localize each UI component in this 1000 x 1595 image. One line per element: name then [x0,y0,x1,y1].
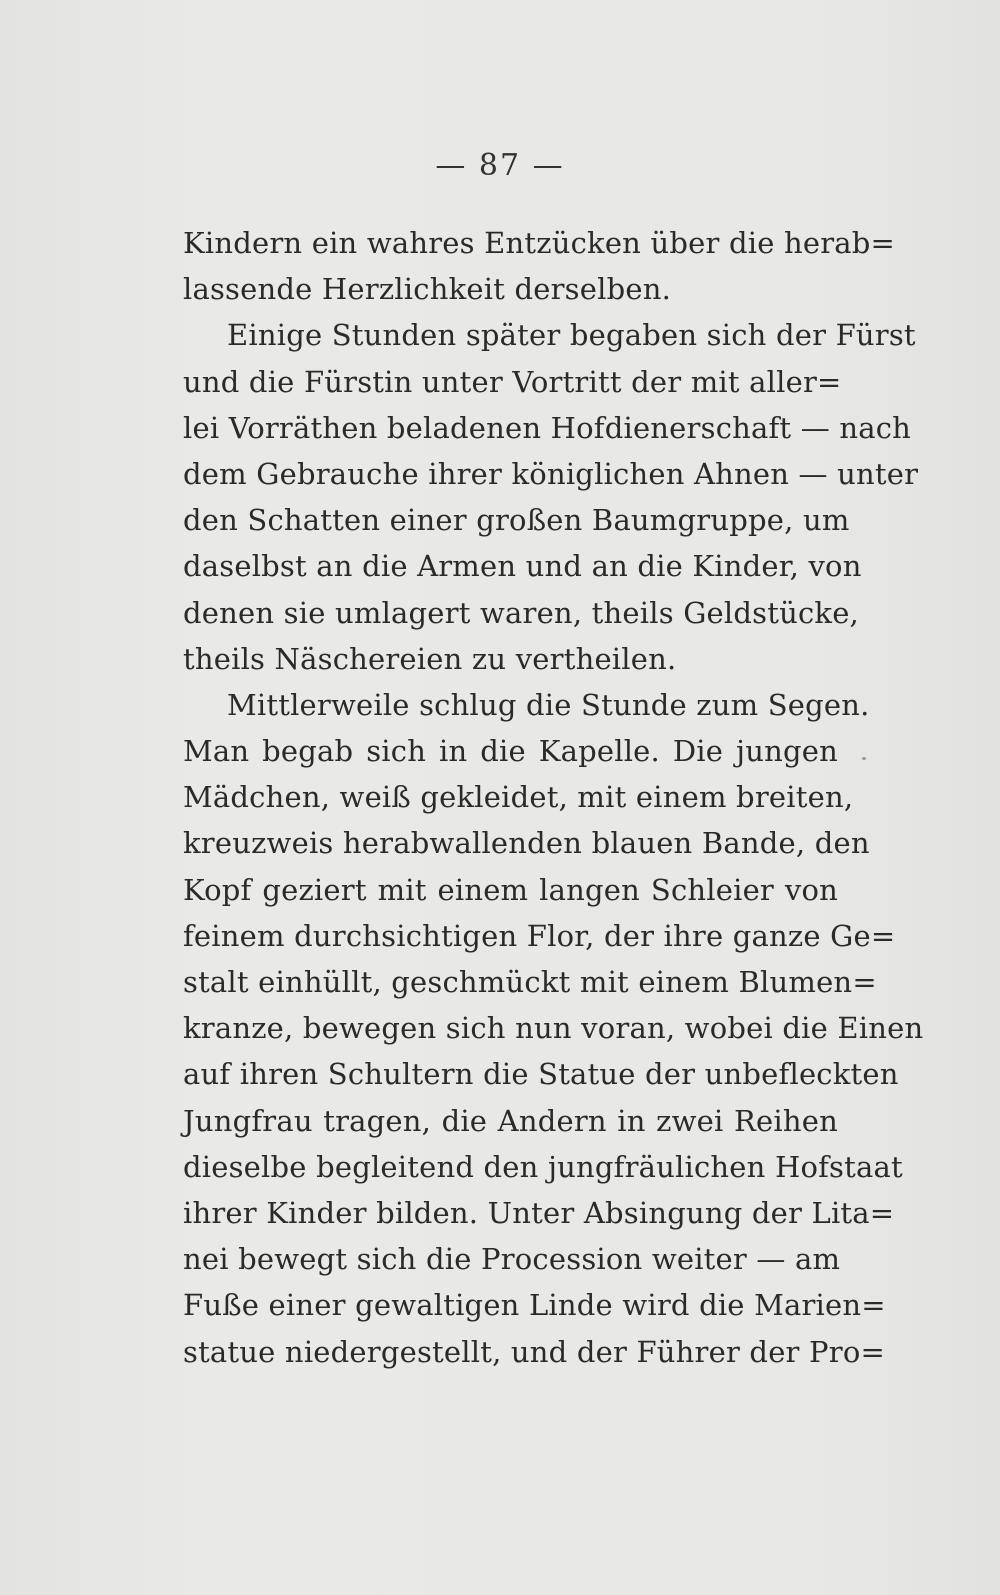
text-line: feinem durchsichtigen Flor, der ihre ganze Ge= [183,918,896,953]
text-line: Fuße einer gewaltigen Linde wird die Marien= [183,1288,886,1323]
text-line: Mädchen, weiß gekleidet, mit einem breiten, [183,780,854,815]
text-line: Jungfrau tragen, die Andern in zwei Reihen [183,1103,838,1138]
text-line: daselbst an die Armen und an die Kinder, von [183,549,862,584]
text-line: theils Näschereien zu vertheilen. [183,641,677,676]
paper-speck [862,757,866,760]
text-line: Man begab sich in die Kapelle. Die jungen [183,734,838,769]
text-line: den Schatten einer großen Baumgruppe, um [183,503,850,538]
text-line: auf ihren Schultern die Statue der unbefleckten [183,1057,899,1092]
text-line: Einige Stunden später begaben sich der Fürst [227,318,916,353]
text-line: statue niedergestellt, und der Führer der Pro= [183,1334,885,1369]
text-line: stalt einhüllt, geschmückt mit einem Blumen= [183,965,877,999]
text-line: lassende Herzlichkeit derselben. [183,272,671,307]
text-line: Kopf geziert mit einem langen Schleier von [183,872,838,907]
text-line: dem Gebrauche ihrer königlichen Ahnen — unter [183,456,919,491]
text-line: ihrer Kinder bilden. Unter Absingung der Lita= [183,1195,895,1230]
text-line: kranze, bewegen sich nun voran, wobei die Einen [183,1011,924,1046]
text-line: Kindern ein wahres Entzücken über die herab= [183,226,896,260]
page-number: — 87 — [435,148,565,183]
text-line: dieselbe begleitend den jungfräulichen Hofstaat [183,1149,903,1184]
text-line: denen sie umlagert waren, theils Geldstücke, [183,595,859,630]
text-line: und die Fürstin unter Vortritt der mit aller= [183,364,842,399]
text-line: Mittlerweile schlug die Stunde zum Segen. [227,687,870,722]
body-text [183,220,924,1375]
text-line: lei Vorräthen beladenen Hofdienerschaft — nach [183,410,912,445]
text-line: nei bewegt sich die Procession weiter — am [183,1242,841,1277]
text-line: kreuzweis herabwallenden blauen Bande, den [183,826,870,861]
